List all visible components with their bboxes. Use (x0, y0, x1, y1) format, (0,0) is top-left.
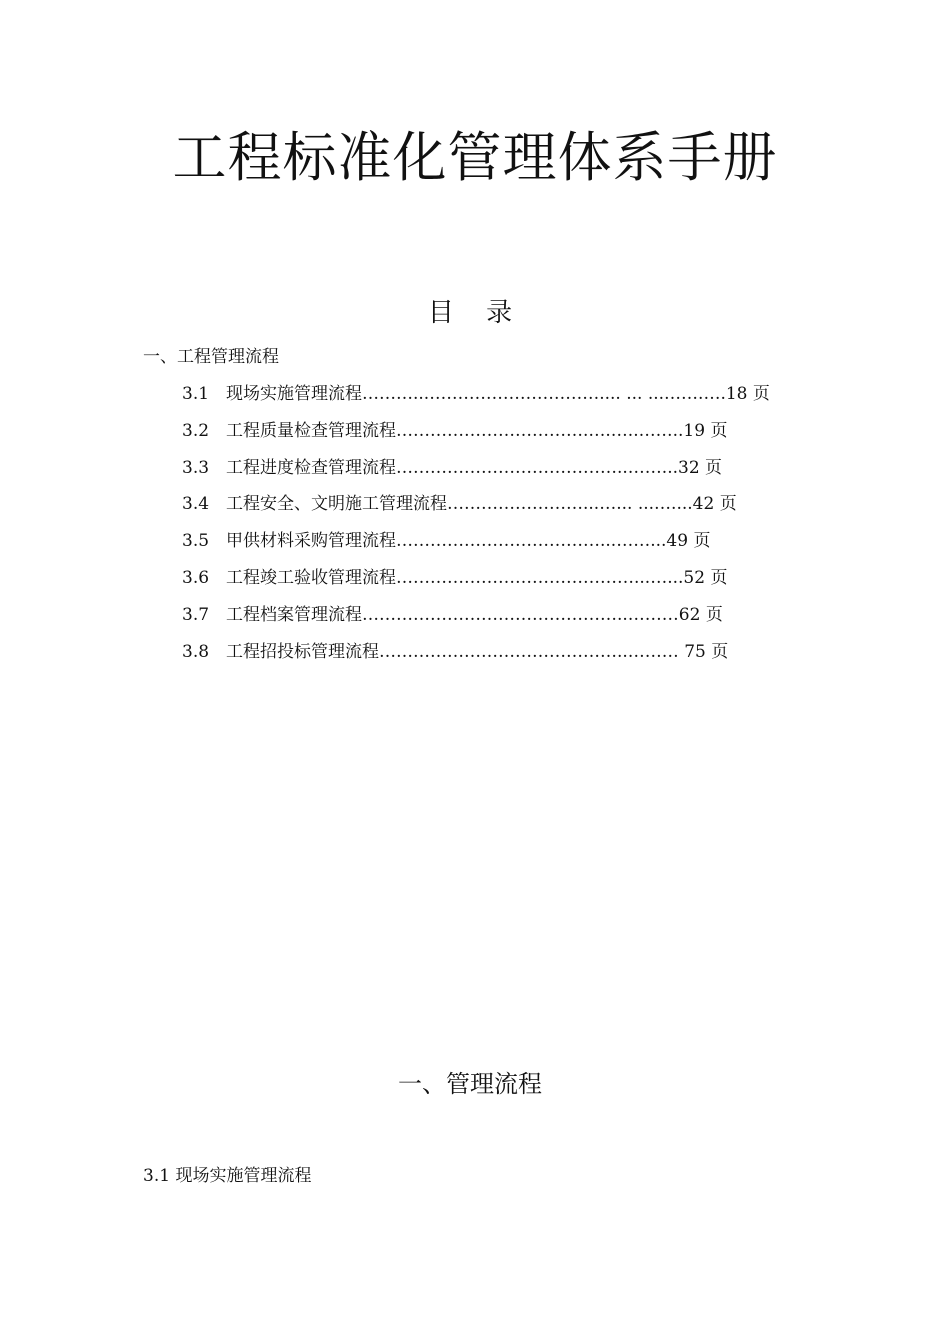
toc-entry[interactable] (182, 379, 770, 416)
toc-entry[interactable] (182, 637, 770, 674)
toc-section-title: 一、工程管理流程 (143, 347, 279, 367)
toc-entry-text: 甲供材料采购管理流程………………………………...……...49 页 (226, 531, 711, 552)
toc-entry-text: 工程招投标管理流程……………………………………..……… 75 页 (226, 641, 729, 662)
toc-entry-number: 3.1 (182, 384, 210, 404)
toc-entry-number: 3.5 (182, 531, 210, 552)
toc-entry-text: 工程竣工验收管理流程……………………………………...…...52 页 (226, 567, 728, 588)
section-heading: 3.1 现场实施管理流程 (143, 1166, 312, 1186)
toc-entry-text: 现场实施管理流程………...………………………….... ... ...…….….18 页 (226, 384, 770, 404)
toc-entry-text: 工程质量检查管理流程…………………………….….…..……..19 页 (226, 420, 728, 441)
toc-entry-number: 3.7 (182, 604, 210, 625)
toc-entry-number: 3.8 (182, 641, 210, 662)
part-heading: 一、管理流程 (398, 1070, 542, 1098)
toc-entry-number: 3.2 (182, 420, 210, 441)
toc-entry[interactable] (182, 526, 770, 563)
document-title: 工程标准化管理体系手册 (172, 126, 778, 189)
toc-entry-number: 3.3 (182, 457, 210, 478)
toc-entry[interactable] (182, 563, 770, 600)
toc-heading: 目 录 (427, 298, 513, 328)
toc-entry-text: 工程安全、文明施工管理流程……………………...…... ...…....42 页 (226, 494, 737, 515)
toc-entry-text: 工程进度检查管理流程…………………………………..……...32 页 (226, 457, 723, 478)
toc-entry-text: 工程档案管理流程………………………………………..………62 页 (226, 604, 723, 625)
toc-entry[interactable] (182, 453, 770, 490)
toc-entry[interactable] (182, 416, 770, 453)
toc-entry[interactable] (182, 600, 770, 637)
toc-list (182, 379, 770, 673)
toc-entry-number: 3.6 (182, 567, 210, 588)
toc-entry[interactable] (182, 489, 770, 526)
toc-entry-number: 3.4 (182, 494, 210, 515)
